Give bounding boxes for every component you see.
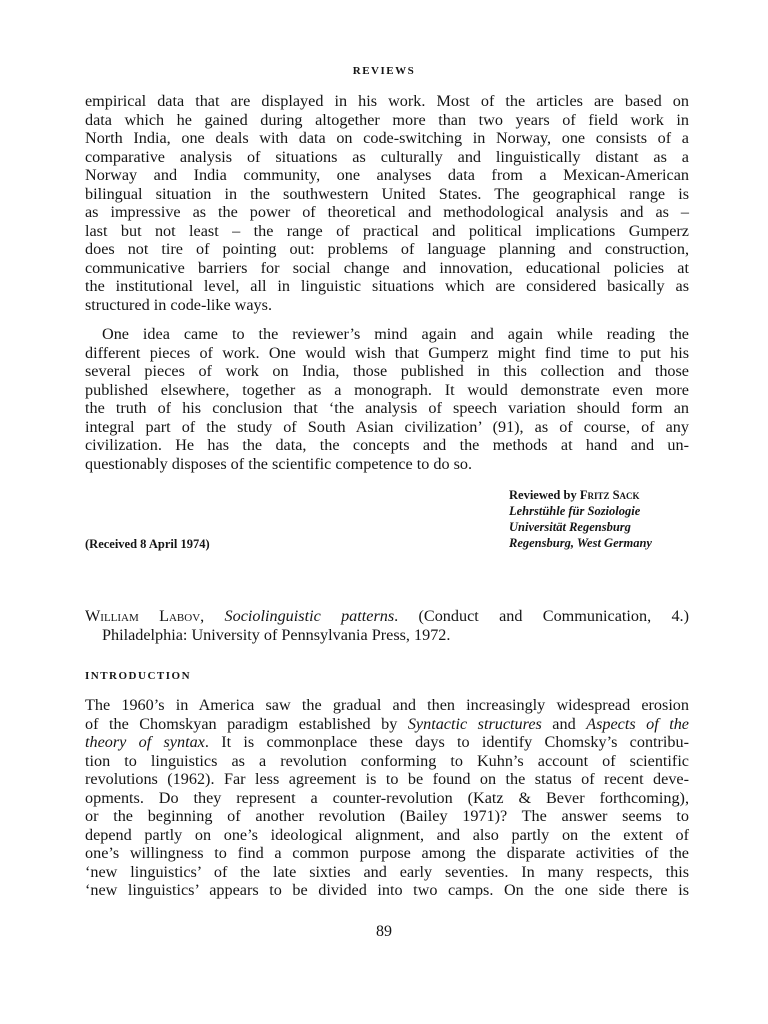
text-line: ‘new linguistics’ of the late sixties and early seventies. In many respects, this [85, 862, 689, 881]
text-line: tion to linguistics as a revolution conforming to Kuhn’s account of scientific [85, 751, 689, 770]
text-line: data which he gained during altogether more than two years of field work in [85, 110, 689, 129]
reviewer-signature [509, 487, 652, 551]
text-line: structured in code-like ways. [85, 295, 272, 314]
text-segment: . (Conduct and Communication, 4.) [394, 607, 689, 625]
text-line: several pieces of work on India, those published in this collection and those [85, 362, 689, 380]
running-head: REVIEWS [352, 65, 416, 77]
text-segment: . It is commonplace these days to identify Chomsky’s contribu- [204, 733, 689, 751]
text-line: revolutions (1962). Far less agreement is to be found on the status of recent deve- [85, 770, 689, 788]
text-line: comparative analysis of situations as culturally and linguistically distant as a [85, 147, 689, 166]
text-line: opments. Do they represent a counter-revolution (Katz & Bever forthcoming), [85, 788, 689, 807]
text-line [85, 607, 689, 626]
text-line [85, 715, 689, 734]
section-heading: INTRODUCTION [85, 670, 192, 682]
reviewed-by-line [509, 487, 652, 503]
affiliation-line: Regensburg, West Germany [509, 536, 652, 550]
italic-text: Sociolinguistic patterns [224, 607, 395, 625]
text-line: Norway and India community, one analyses data from a Mexican-American [85, 166, 689, 184]
italic-text: Syntactic structures [407, 714, 542, 733]
text-line: the institutional level, all in linguistic situations which are considered basically as [85, 277, 689, 295]
text-line: last but not least – the range of practical and political implications Gumperz [85, 221, 689, 240]
text-line: different pieces of work. One would wish that Gumperz might find time to put his [85, 343, 689, 362]
text-segment: of the Chomskyan paradigm established by [85, 714, 408, 733]
author-name: William Labov [85, 607, 201, 625]
text-line: as impressive as the power of theoretical and methodological analysis and as – [85, 203, 689, 221]
reviewer-name: Fritz Sack [579, 488, 640, 502]
text-line: one’s willingness to find a common purpose among the disparate activities of the [85, 844, 689, 862]
text-line: published elsewhere, together as a monograph. It would demonstrate even more [85, 380, 689, 399]
text-line: civilization. He has the data, the concepts and the methods at hand and un- [85, 436, 689, 454]
affiliation-line: Universität Regensburg [509, 520, 631, 534]
text-line: or the beginning of another revolution (Bailey 1971)? The answer seems to [85, 807, 689, 825]
text-line: One idea came to the reviewer’s mind again and again while reading the [102, 325, 689, 343]
intro-paragraph [85, 696, 689, 900]
text-line [85, 733, 689, 752]
italic-text: theory of syntax [85, 733, 205, 751]
received-date: (Received 8 April 1974) [85, 537, 210, 551]
text-line: North India, one deals with data on code-switching in Norway, one consists of a [85, 129, 689, 147]
reviewed-by-label: Reviewed by [509, 488, 577, 502]
text-line: communicative barriers for social change and innovation, educational policies at [85, 258, 689, 277]
italic-text: Aspects of the [586, 714, 689, 733]
text-segment: , [200, 607, 225, 625]
text-line: the truth of his conclusion that ‘the analysis of speech variation should form an [85, 399, 689, 417]
text-line: The 1960’s in America saw the gradual and then increasingly widespread erosion [85, 696, 689, 714]
text-segment: and [541, 714, 587, 733]
text-line: does not tire of pointing out: problems of language planning and construction, [85, 240, 689, 258]
text-line: integral part of the study of South Asian civilization’ (91), as of course, of any [85, 417, 689, 436]
text-line: empirical data that are displayed in his work. Most of the articles are based on [85, 92, 689, 110]
paragraph-1 [85, 92, 689, 314]
page-number: 89 [376, 923, 392, 940]
paragraph-2 [85, 325, 689, 473]
book-citation [85, 607, 689, 644]
text-line: bilingual situation in the southwestern United States. The geographical range is [85, 184, 689, 203]
text-line: depend partly on one’s ideological alignment, and also partly on the extent of [85, 825, 689, 844]
text-line: questionably disposes of the scientific competence to do so. [85, 454, 473, 473]
affiliation-line: Lehrstühle für Soziologie [509, 504, 641, 518]
text-line: ‘new linguistics’ appears to be divided into two camps. On the one side there is [85, 881, 689, 899]
text-line: Philadelphia: University of Pennsylvania Press, 1972. [102, 625, 451, 644]
